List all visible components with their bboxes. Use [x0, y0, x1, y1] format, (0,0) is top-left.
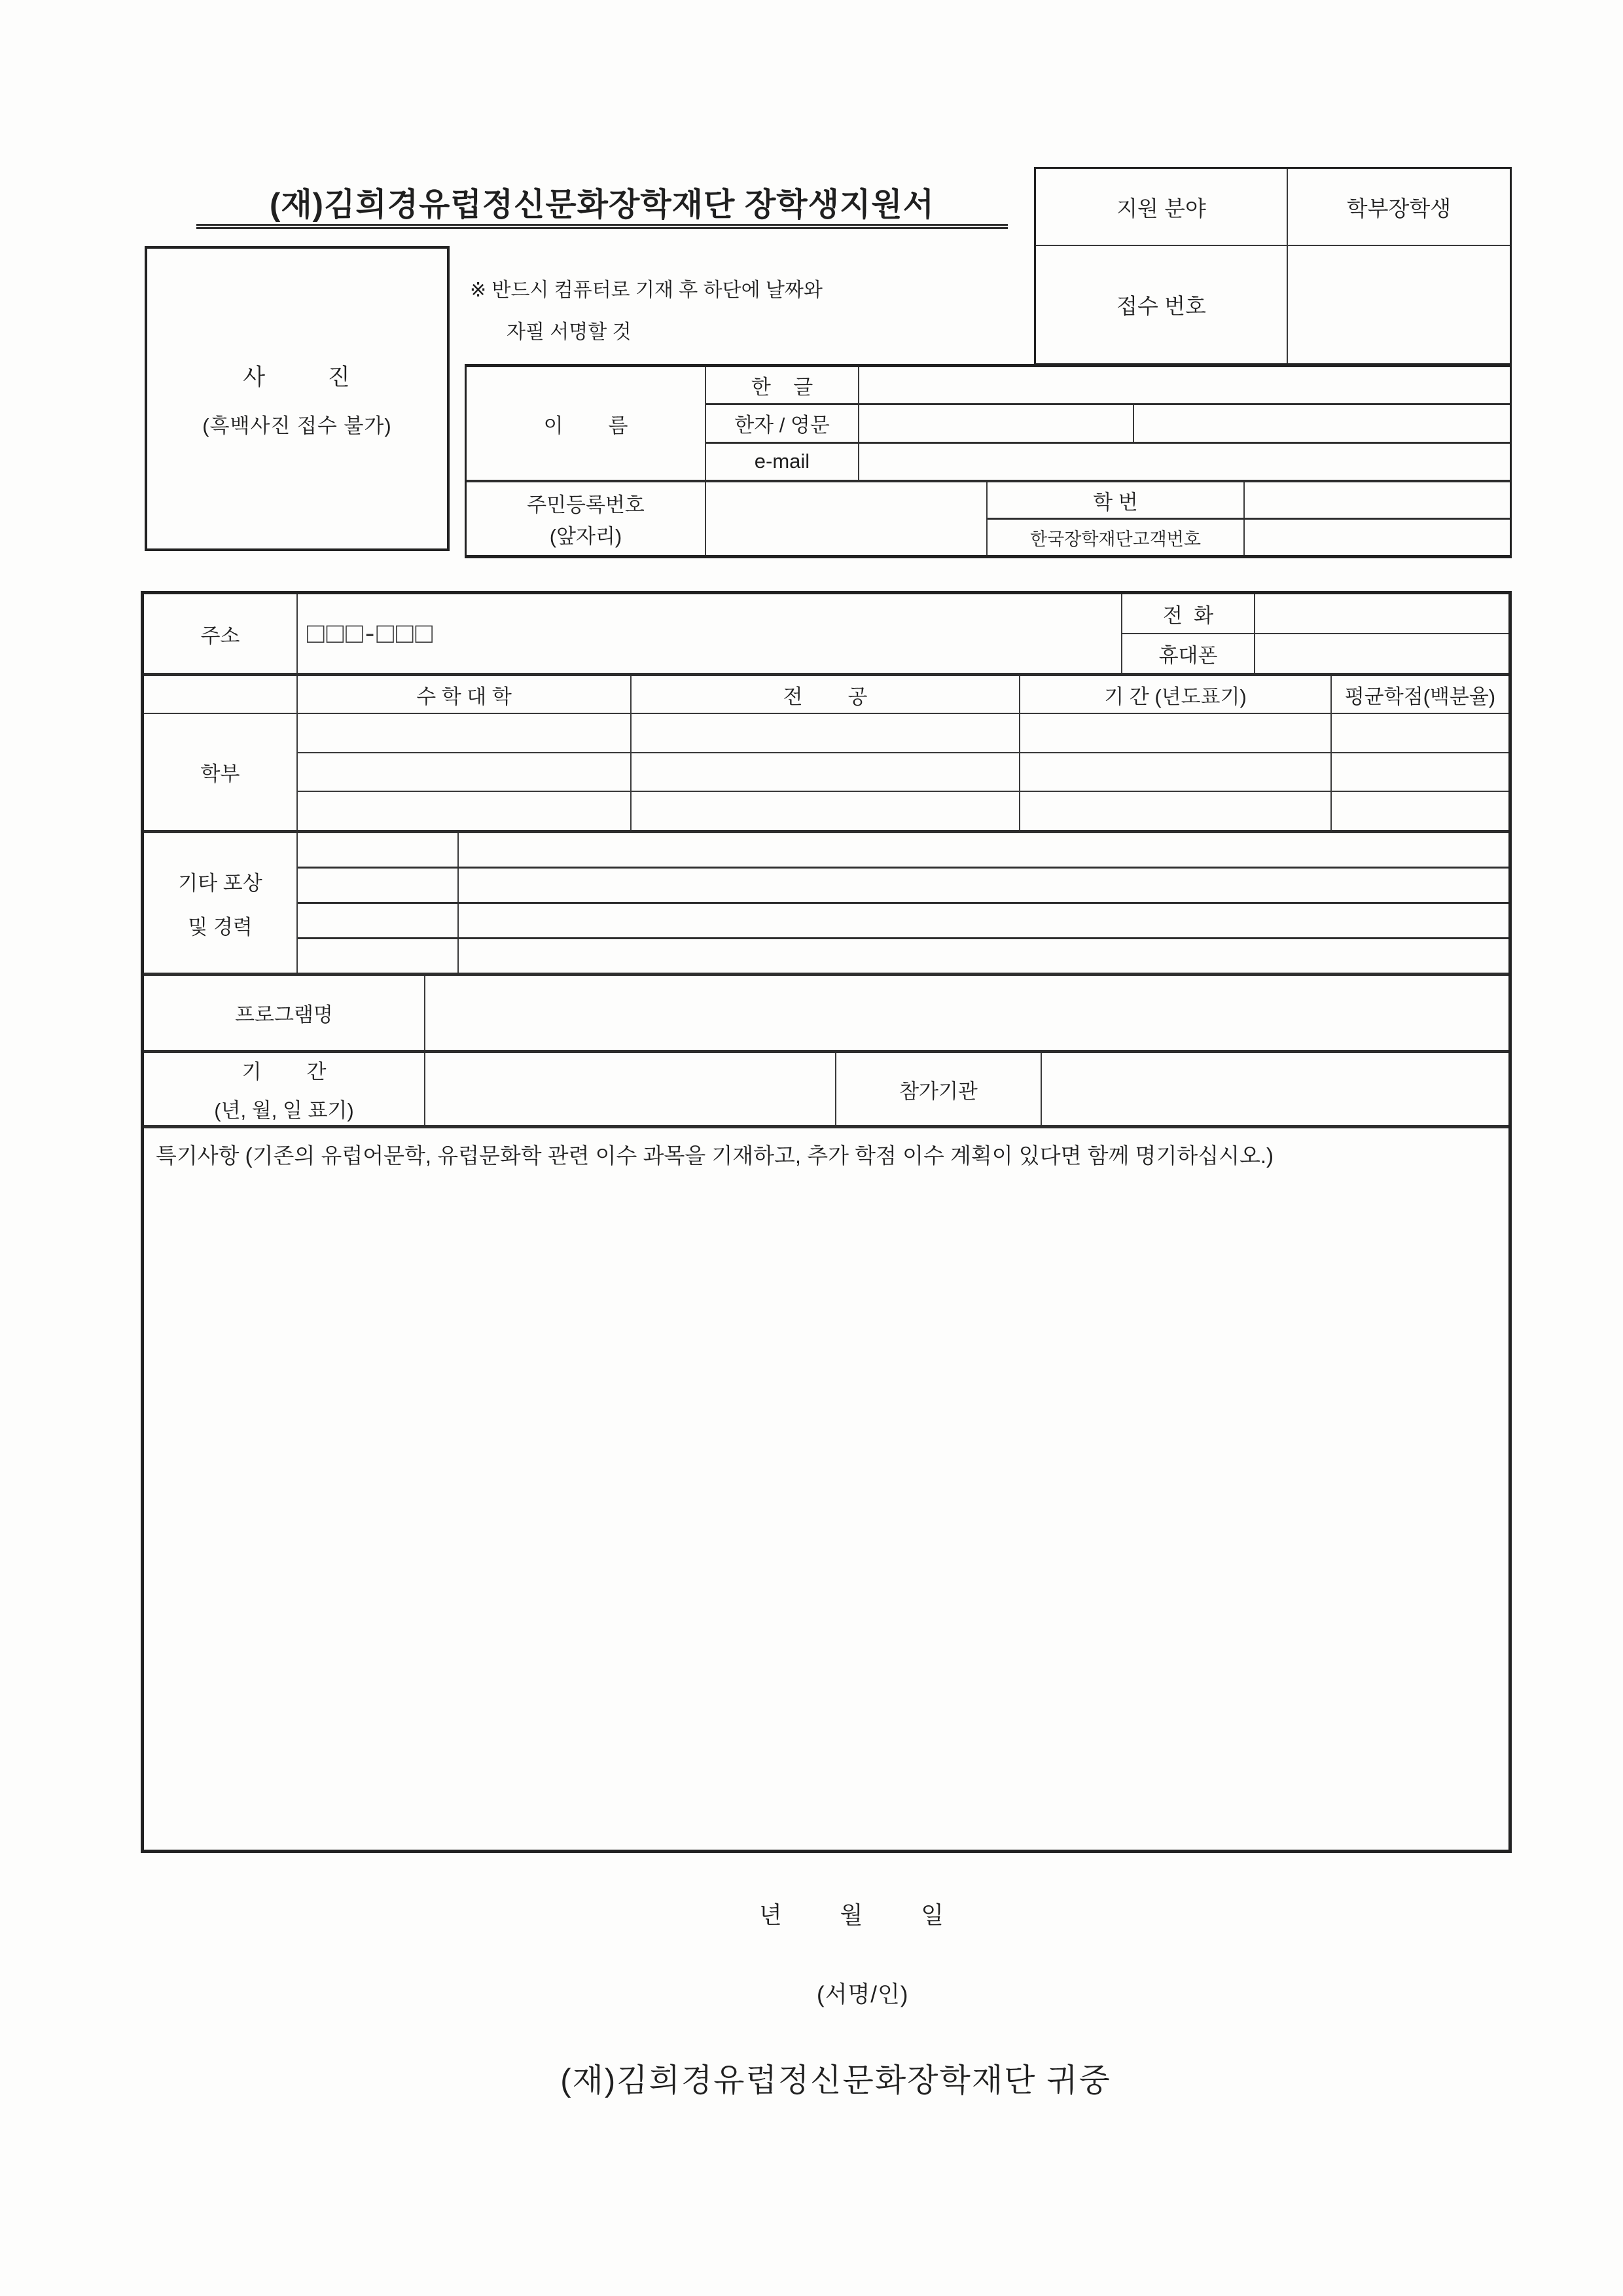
photo-label: 사 진 — [243, 364, 351, 390]
english-name-input[interactable] — [1134, 405, 1510, 441]
form-main-box — [141, 591, 1512, 1853]
participating-org-input[interactable] — [1042, 1053, 1508, 1125]
phone-row — [1122, 594, 1508, 634]
period-label-line1: 기 간 — [241, 1060, 327, 1083]
period-section — [144, 1053, 1508, 1128]
major-input[interactable] — [632, 714, 1020, 752]
award-detail-input[interactable] — [459, 939, 1508, 973]
awards-row — [298, 939, 1508, 973]
university-name-input[interactable] — [298, 792, 632, 830]
hangul-name-input[interactable] — [859, 367, 1510, 403]
student-number-label: 학 번 — [988, 482, 1245, 518]
award-type-input[interactable] — [298, 904, 459, 937]
mobile-input[interactable] — [1255, 634, 1508, 673]
remarks-heading: 특기사항 (기존의 유럽어문학, 유럽문화학 관련 이수 과목을 기재하고, 추가 학점 이수 계획이 있다면 함께 명기하십시오.) — [156, 1143, 1274, 1168]
form-title: (재)김희경유럽정신문화장학재단 장학생지원서 — [196, 181, 1008, 229]
university-section — [144, 676, 1508, 833]
photo-box[interactable] — [145, 246, 450, 551]
photo-note: (흑백사진 접수 불가) — [202, 414, 392, 437]
gpa-input[interactable] — [1332, 792, 1508, 830]
gpa-input[interactable] — [1332, 714, 1508, 752]
awards-row — [298, 904, 1508, 939]
name-table — [465, 364, 1512, 558]
apply-field-value: 학부장학생 — [1287, 169, 1510, 245]
year-label: 년 — [759, 1901, 782, 1928]
address-section — [144, 594, 1508, 676]
mobile-label: 휴대폰 — [1122, 634, 1255, 673]
email-label: e-mail — [706, 444, 859, 480]
col-university-header: 수 학 대 학 — [298, 676, 632, 713]
program-section — [144, 976, 1508, 1053]
university-table-row — [298, 753, 1508, 793]
university-header-spacer — [144, 676, 298, 713]
award-detail-input[interactable] — [459, 869, 1508, 902]
hanja-name-input[interactable] — [859, 405, 1134, 441]
day-label: 일 — [921, 1901, 944, 1928]
gpa-input[interactable] — [1332, 753, 1508, 791]
university-name-input[interactable] — [298, 753, 632, 791]
university-table-row — [298, 714, 1508, 753]
participating-org-label: 참가기관 — [836, 1053, 1042, 1125]
instruction-note — [470, 270, 993, 353]
awards-label-line1: 기타 포상 — [178, 871, 262, 895]
phone-label: 전 화 — [1122, 594, 1255, 633]
col-period-header: 기 간 (년도표기) — [1020, 676, 1332, 713]
hanja-name-row — [706, 405, 1510, 443]
resident-number-label-line2: (앞자리) — [549, 525, 622, 548]
award-detail-input[interactable] — [459, 904, 1508, 937]
awards-section — [144, 833, 1508, 976]
award-type-input[interactable] — [298, 869, 459, 902]
month-label: 월 — [840, 1901, 863, 1928]
period-input[interactable] — [1020, 792, 1332, 830]
resident-number-label — [467, 482, 706, 555]
period-label-line2: (년, 월, 일 표기) — [214, 1099, 354, 1122]
mobile-row — [1122, 634, 1508, 673]
resident-id-block — [467, 482, 1510, 555]
major-input[interactable] — [632, 792, 1020, 830]
postal-code-boxes: □□□-□□□ — [307, 617, 435, 649]
application-category-box — [1034, 167, 1512, 365]
hanja-english-label: 한자 / 영문 — [706, 405, 859, 441]
period-input[interactable] — [425, 1053, 836, 1125]
hangul-label: 한 글 — [706, 367, 859, 403]
student-number-row — [988, 482, 1510, 520]
period-label — [144, 1053, 425, 1125]
name-rows-block — [467, 367, 1510, 482]
address-input[interactable] — [298, 594, 1122, 673]
email-row — [706, 444, 1510, 480]
undergraduate-row-label: 학부 — [144, 714, 298, 830]
address-label: 주소 — [144, 594, 298, 673]
phone-input[interactable] — [1255, 594, 1508, 633]
program-name-input[interactable] — [425, 976, 1508, 1050]
period-input[interactable] — [1020, 753, 1332, 791]
name-label: 이 름 — [467, 367, 706, 480]
awards-label-line2: 및 경력 — [188, 915, 253, 939]
receipt-number-input[interactable] — [1287, 245, 1510, 363]
award-detail-input[interactable] — [459, 833, 1508, 867]
awards-label — [144, 833, 298, 973]
kosaf-number-row — [988, 520, 1510, 555]
resident-number-input[interactable] — [706, 482, 988, 555]
signature-date-line — [759, 1897, 944, 1930]
university-name-input[interactable] — [298, 714, 632, 752]
student-number-input[interactable] — [1245, 482, 1510, 518]
major-input[interactable] — [632, 753, 1020, 791]
award-type-input[interactable] — [298, 833, 459, 867]
program-name-label: 프로그램명 — [144, 976, 425, 1050]
resident-number-label-line1: 주민등록번호 — [527, 493, 645, 516]
col-major-header: 전 공 — [632, 676, 1020, 713]
award-type-input[interactable] — [298, 939, 459, 973]
kosaf-number-input[interactable] — [1245, 520, 1510, 555]
instruction-line-1: ※ 반드시 컴퓨터로 기재 후 하단에 날짜와 — [470, 279, 823, 301]
signature-label: (서명/인) — [817, 1982, 909, 2007]
phone-column — [1122, 594, 1508, 673]
email-input[interactable] — [859, 444, 1510, 480]
awards-row — [298, 869, 1508, 904]
remarks-input[interactable] — [156, 1170, 1497, 1839]
receipt-number-label: 접수 번호 — [1036, 245, 1287, 363]
remarks-section — [144, 1128, 1508, 1850]
apply-field-label: 지원 분야 — [1116, 196, 1206, 221]
awards-row — [298, 833, 1508, 869]
recipient-line: (재)김희경유럽정신문화장학재단 귀중 — [560, 2063, 1111, 2098]
col-gpa-header: 평균학점(백분율) — [1344, 685, 1496, 708]
kosaf-number-label: 한국장학재단고객번호 — [988, 520, 1245, 555]
period-input[interactable] — [1020, 714, 1332, 752]
university-table-header — [144, 676, 1508, 714]
hangul-name-row — [706, 367, 1510, 405]
instruction-line-2: 자필 서명할 것 — [507, 321, 632, 343]
university-table-row — [298, 792, 1508, 830]
